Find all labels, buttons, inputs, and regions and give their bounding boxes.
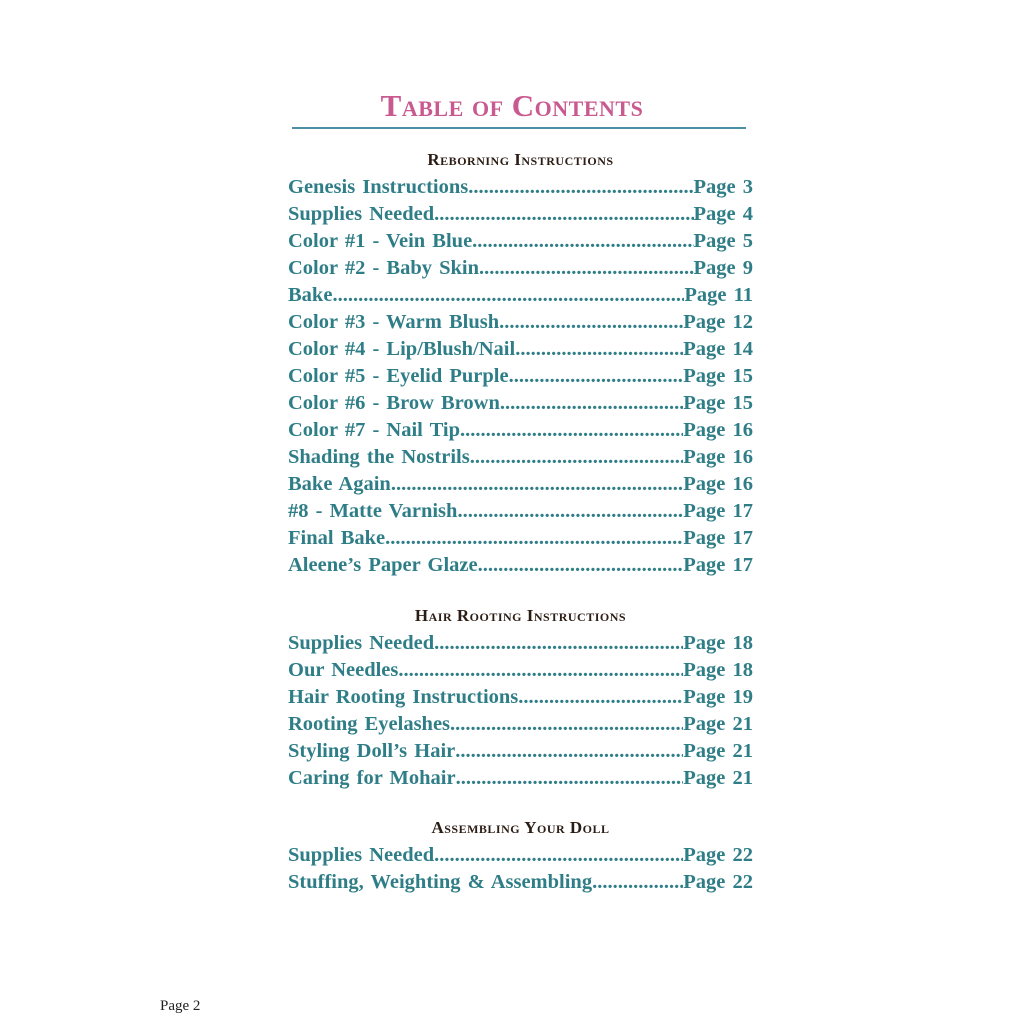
toc-entry-page: Page 22 [683, 871, 753, 893]
toc-entry-label: Supplies Needed [288, 203, 435, 225]
toc-entry[interactable] [288, 842, 753, 869]
section-assembling [288, 818, 753, 896]
toc-entry-label: Our Needles [288, 659, 399, 681]
dot-leader [450, 711, 683, 738]
toc-entry[interactable] [288, 498, 753, 525]
toc-entry-label: Color #1 - Vein Blue [288, 230, 473, 252]
toc-entry-page: Page 3 [693, 176, 753, 198]
toc-entry[interactable] [288, 765, 753, 792]
dot-leader [472, 228, 693, 255]
toc-entry-label: Rooting Eyelashes [288, 713, 451, 735]
section-heading: Reborning Instructions [427, 150, 614, 169]
toc-entry-page: Page 16 [683, 446, 753, 468]
toc-entry[interactable] [288, 630, 753, 657]
dot-leader [518, 684, 683, 711]
toc-entry-label: Supplies Needed [288, 844, 435, 866]
dot-leader [499, 309, 683, 336]
toc-entry[interactable] [288, 255, 753, 282]
dot-leader [515, 336, 683, 363]
toc-entry[interactable] [288, 684, 753, 711]
toc-entry-label: Bake [288, 284, 333, 306]
toc-entry-page: Page 17 [683, 554, 753, 576]
toc-entry-page: Page 21 [683, 767, 753, 789]
toc-entry[interactable] [288, 471, 753, 498]
toc-entry-page: Page 5 [693, 230, 753, 252]
toc-entry-label: Final Bake [288, 527, 386, 549]
dot-leader [457, 498, 683, 525]
toc-entry-page: Page 14 [683, 338, 753, 360]
dot-leader [509, 363, 684, 390]
toc-entry-page: Page 4 [693, 203, 753, 225]
toc-entry-label: Styling Doll’s Hair [288, 740, 456, 762]
toc-entry-page: Page 19 [683, 686, 753, 708]
toc-entry[interactable] [288, 738, 753, 765]
dot-leader [456, 765, 684, 792]
toc-entry-page: Page 12 [683, 311, 753, 333]
dot-leader [398, 657, 683, 684]
page-title: Table of Contents [380, 88, 644, 123]
toc-entry-page: Page 16 [683, 419, 753, 441]
toc-entry[interactable] [288, 711, 753, 738]
toc-entry[interactable] [288, 657, 753, 684]
dot-leader [470, 444, 684, 471]
toc-entry-label: Bake Again [288, 473, 391, 495]
toc-entry[interactable] [288, 390, 753, 417]
toc-entry[interactable] [288, 282, 753, 309]
toc-entry-page: Page 17 [683, 527, 753, 549]
toc-entry[interactable] [288, 869, 753, 896]
toc-entry-label: Shading the Nostrils [288, 446, 470, 468]
toc-entry-label: Color #6 - Brow Brown [288, 392, 500, 414]
dot-leader [385, 525, 683, 552]
toc-entry-label: Color #7 - Nail Tip [288, 419, 461, 441]
toc-entry[interactable] [288, 525, 753, 552]
toc-entry[interactable] [288, 363, 753, 390]
dot-leader [434, 201, 693, 228]
toc-entry-page: Page 15 [683, 392, 753, 414]
dot-leader [455, 738, 683, 765]
toc-entry[interactable] [288, 552, 753, 579]
dot-leader [478, 552, 684, 579]
toc-entry-label: Genesis Instructions [288, 176, 469, 198]
section-hair-rooting [288, 606, 753, 792]
section-heading: Assembling Your Doll [431, 818, 610, 837]
toc-entry-label: Color #3 - Warm Blush [288, 311, 500, 333]
dot-leader [500, 390, 683, 417]
toc-entry[interactable] [288, 174, 753, 201]
dot-leader [434, 630, 683, 657]
toc-entry[interactable] [288, 309, 753, 336]
dot-leader [391, 471, 683, 498]
toc-entry-label: Aleene’s Paper Glaze [288, 554, 478, 576]
toc-entry-label: #8 - Matte Varnish [288, 500, 458, 522]
toc-entry-page: Page 22 [683, 844, 753, 866]
title-divider [292, 127, 746, 129]
toc-entry-page: Page 21 [683, 713, 753, 735]
toc-entry-label: Stuffing, Weighting & Assembling [288, 871, 593, 893]
dot-leader [460, 417, 683, 444]
toc-entry-label: Color #5 - Eyelid Purple [288, 365, 509, 387]
toc-entry-label: Color #2 - Baby Skin [288, 257, 480, 279]
toc-entry-label: Supplies Needed [288, 632, 435, 654]
dot-leader [332, 282, 684, 309]
toc-entry-label: Hair Rooting Instructions [288, 686, 519, 708]
toc-entry[interactable] [288, 417, 753, 444]
toc-entry[interactable] [288, 228, 753, 255]
dot-leader [468, 174, 693, 201]
toc-entry[interactable] [288, 444, 753, 471]
toc-entry-label: Color #4 - Lip/Blush/Nail [288, 338, 516, 360]
dot-leader [592, 869, 683, 896]
toc-entry-page: Page 15 [683, 365, 753, 387]
toc-entry-page: Page 16 [683, 473, 753, 495]
section-heading: Hair Rooting Instructions [414, 606, 627, 625]
toc-entry-page: Page 18 [683, 632, 753, 654]
toc-entry-page: Page 9 [693, 257, 753, 279]
toc-entry[interactable] [288, 201, 753, 228]
dot-leader [479, 255, 693, 282]
toc-entry-label: Caring for Mohair [288, 767, 456, 789]
toc-entry-page: Page 11 [684, 284, 753, 306]
dot-leader [434, 842, 683, 869]
toc-entry[interactable] [288, 336, 753, 363]
toc-entry-page: Page 17 [683, 500, 753, 522]
toc-entry-page: Page 21 [683, 740, 753, 762]
toc-entry-page: Page 18 [683, 659, 753, 681]
page-number: Page 2 [160, 998, 201, 1014]
section-reborning [288, 150, 753, 579]
